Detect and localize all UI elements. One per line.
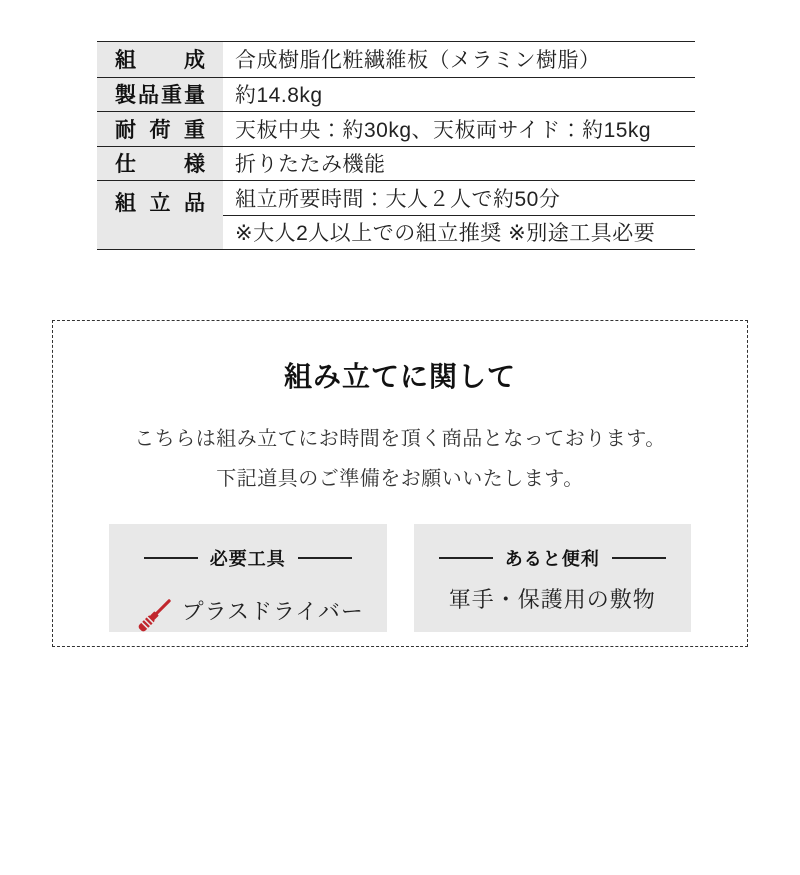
- spec-value-assembly-note: ※大人2人以上での組立推奨 ※別途工具必要: [223, 215, 695, 250]
- required-tools-label: 必要工具: [209, 549, 286, 569]
- divider-line: [439, 557, 493, 559]
- divider-line: [612, 557, 666, 559]
- required-tools-header: [109, 545, 387, 571]
- assembly-description-line2: 下記道具のご準備をお願いいたします。: [216, 468, 584, 490]
- spec-label-composition: 組 成: [97, 42, 223, 77]
- spec-value-load-capacity: 天板中央：約30kg、天板両サイド：約15kg: [223, 111, 695, 146]
- spec-label-load-capacity: 耐 荷 重: [97, 111, 223, 146]
- spec-value-feature: 折りたたみ機能: [223, 146, 695, 181]
- nice-to-have-box: [414, 524, 692, 632]
- nice-to-have-content: [414, 583, 692, 614]
- divider-line: [298, 557, 352, 559]
- spec-value-assembly-time: 組立所要時間：大人２人で約50分: [223, 180, 695, 215]
- assembly-info-box: [52, 320, 748, 647]
- spec-label-assembly: 組 立 品: [97, 180, 223, 249]
- nice-to-have-item: 軍手・保護用の敷物: [448, 587, 656, 612]
- tool-boxes: [109, 524, 691, 632]
- nice-to-have-header: [414, 545, 692, 571]
- spec-label-feature: 仕 様: [97, 146, 223, 181]
- screwdriver-icon: [132, 588, 178, 642]
- spec-value-weight: 約14.8kg: [223, 77, 695, 112]
- spec-label-weight: 製 品 重 量: [97, 77, 223, 112]
- divider-line: [144, 557, 198, 559]
- spec-table: [97, 41, 695, 250]
- required-tools-content: [109, 583, 387, 637]
- assembly-title: 組み立てに関して: [283, 361, 516, 392]
- required-tools-box: [109, 524, 387, 632]
- required-tools-item: プラスドライバー: [181, 598, 364, 624]
- assembly-description-line1: こちらは組み立てにお時間を頂く商品となっております。: [134, 428, 666, 450]
- spec-value-composition: 合成樹脂化粧繊維板（メラミン樹脂）: [223, 42, 695, 77]
- nice-to-have-label: あると便利: [504, 549, 600, 569]
